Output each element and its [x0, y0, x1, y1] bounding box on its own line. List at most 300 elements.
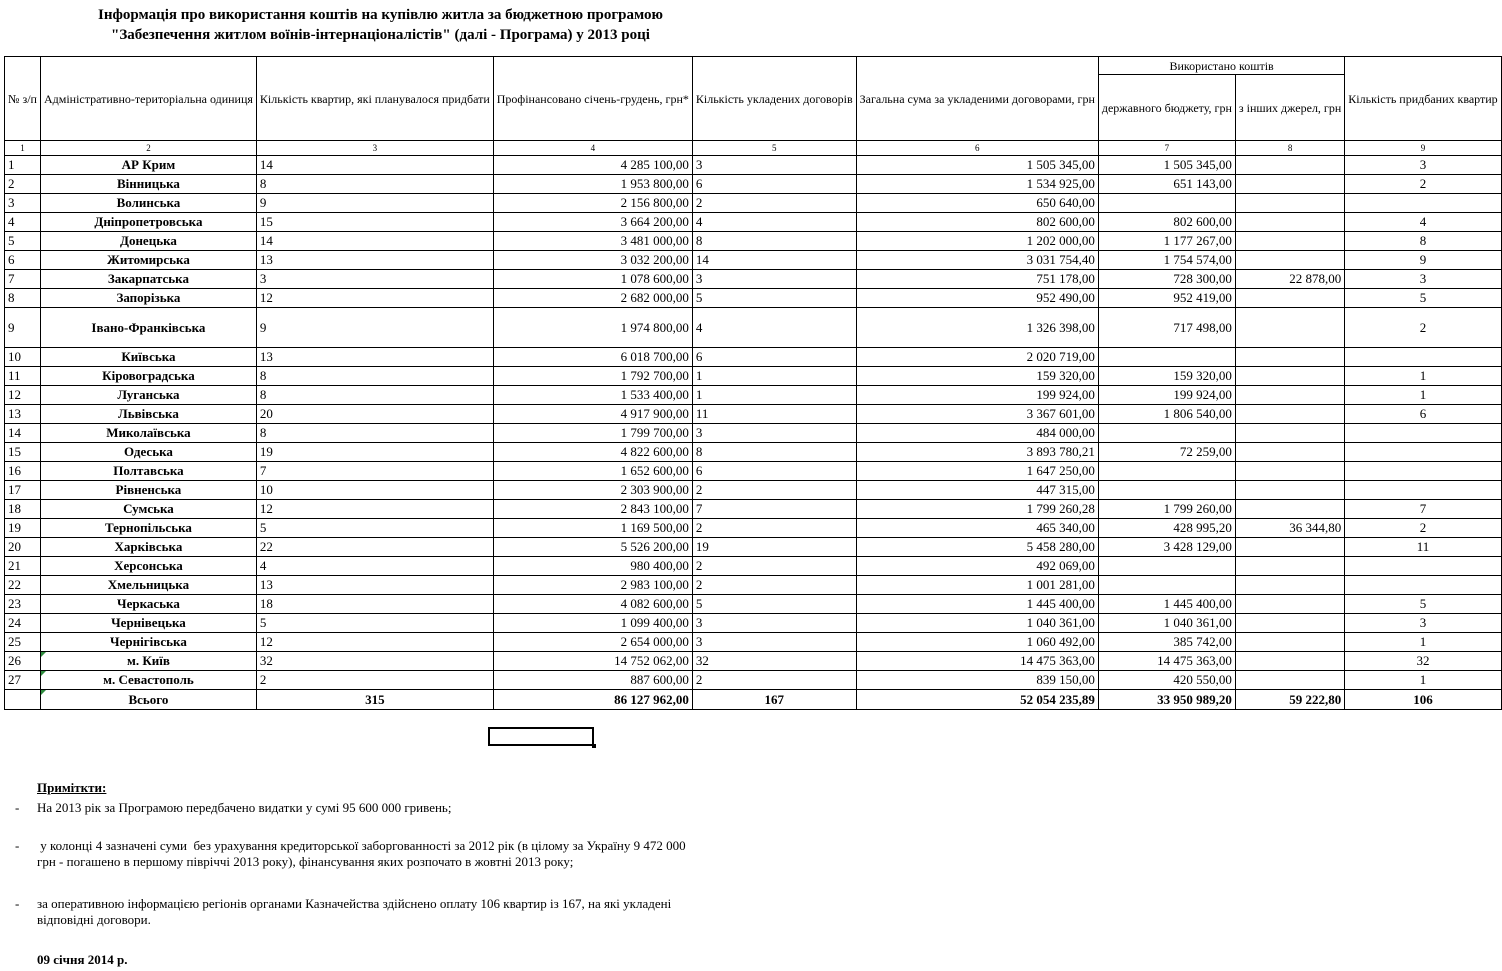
planned-count[interactable]: 8 — [256, 367, 493, 386]
contracts-count[interactable]: 32 — [692, 652, 856, 671]
funded-amount[interactable]: 980 400,00 — [493, 557, 692, 576]
other-sources-used[interactable] — [1235, 671, 1344, 690]
region-name[interactable]: Чернігівська — [40, 633, 256, 652]
other-sources-used[interactable] — [1235, 557, 1344, 576]
bought-count[interactable]: 8 — [1345, 232, 1501, 251]
row-number[interactable]: 14 — [5, 424, 41, 443]
other-sources-used[interactable] — [1235, 175, 1344, 194]
funded-amount[interactable]: 1 799 700,00 — [493, 424, 692, 443]
state-budget-used[interactable] — [1098, 462, 1235, 481]
other-sources-used[interactable] — [1235, 500, 1344, 519]
row-number[interactable]: 19 — [5, 519, 41, 538]
contracts-total[interactable]: 952 490,00 — [856, 289, 1098, 308]
contracts-count[interactable]: 19 — [692, 538, 856, 557]
region-name[interactable]: Сумська — [40, 500, 256, 519]
row-number[interactable]: 16 — [5, 462, 41, 481]
funded-amount[interactable]: 1 099 400,00 — [493, 614, 692, 633]
funded-amount[interactable]: 1 078 600,00 — [493, 270, 692, 289]
other-sources-used[interactable] — [1235, 232, 1344, 251]
contracts-count[interactable]: 2 — [692, 557, 856, 576]
other-sources-used[interactable] — [1235, 652, 1344, 671]
bought-count[interactable]: 5 — [1345, 595, 1501, 614]
contracts-total[interactable]: 1 326 398,00 — [856, 308, 1098, 348]
table-row — [5, 213, 1502, 232]
column-number[interactable]: 2 — [40, 141, 256, 156]
funded-amount[interactable]: 6 018 700,00 — [493, 348, 692, 367]
other-sources-used[interactable] — [1235, 614, 1344, 633]
planned-count[interactable]: 13 — [256, 576, 493, 595]
bought-count[interactable]: 1 — [1345, 671, 1501, 690]
contracts-total[interactable]: 3 031 754,40 — [856, 251, 1098, 270]
planned-count[interactable]: 14 — [256, 156, 493, 175]
contracts-total[interactable]: 465 340,00 — [856, 519, 1098, 538]
region-name[interactable]: Кіровоградська — [40, 367, 256, 386]
row-number[interactable]: 23 — [5, 595, 41, 614]
bought-count[interactable] — [1345, 557, 1501, 576]
column-number[interactable]: 4 — [493, 141, 692, 156]
region-name[interactable]: Вінницька — [40, 175, 256, 194]
other-sources-used[interactable] — [1235, 308, 1344, 348]
region-name[interactable]: Рівненська — [40, 481, 256, 500]
contracts-total[interactable]: 1 001 281,00 — [856, 576, 1098, 595]
funded-amount[interactable]: 4 822 600,00 — [493, 443, 692, 462]
table-row — [5, 519, 1502, 538]
bought-count[interactable]: 3 — [1345, 614, 1501, 633]
contracts-count[interactable]: 4 — [692, 213, 856, 232]
funded-amount[interactable]: 1 792 700,00 — [493, 367, 692, 386]
note-dash: - — [15, 800, 20, 815]
contracts-count[interactable]: 2 — [692, 194, 856, 213]
region-name[interactable]: Миколаївська — [40, 424, 256, 443]
contracts-total[interactable]: 1 445 400,00 — [856, 595, 1098, 614]
other-sources-used[interactable] — [1235, 386, 1344, 405]
data-table — [4, 56, 1502, 710]
table-row — [5, 194, 1502, 213]
state-budget-used[interactable]: 3 428 129,00 — [1098, 538, 1235, 557]
state-budget-used[interactable]: 1 177 267,00 — [1098, 232, 1235, 251]
other-sources-used[interactable] — [1235, 405, 1344, 424]
planned-count[interactable]: 14 — [256, 232, 493, 251]
planned-count[interactable]: 8 — [256, 424, 493, 443]
column-number[interactable]: 7 — [1098, 141, 1235, 156]
other-sources-used[interactable] — [1235, 443, 1344, 462]
contracts-total[interactable]: 1 060 492,00 — [856, 633, 1098, 652]
other-sources-used[interactable]: 36 344,80 — [1235, 519, 1344, 538]
bought-count[interactable]: 4 — [1345, 213, 1501, 232]
other-sources-used[interactable] — [1235, 194, 1344, 213]
table-body — [5, 156, 1502, 710]
row-number[interactable]: 8 — [5, 289, 41, 308]
contracts-total[interactable]: 650 640,00 — [856, 194, 1098, 213]
state-budget-used[interactable] — [1098, 576, 1235, 595]
bought-count[interactable]: 9 — [1345, 251, 1501, 270]
contracts-total[interactable]: 3 367 601,00 — [856, 405, 1098, 424]
row-number[interactable]: 18 — [5, 500, 41, 519]
funded-amount[interactable]: 1 169 500,00 — [493, 519, 692, 538]
contracts-total[interactable]: 3 893 780,21 — [856, 443, 1098, 462]
planned-count[interactable]: 8 — [256, 175, 493, 194]
header-contracts[interactable]: Кількість укладених договорів — [692, 57, 856, 141]
column-number[interactable]: 6 — [856, 141, 1098, 156]
funded-amount[interactable]: 2 843 100,00 — [493, 500, 692, 519]
contracts-total[interactable]: 447 315,00 — [856, 481, 1098, 500]
funded-amount[interactable]: 4 082 600,00 — [493, 595, 692, 614]
other-sources-used[interactable] — [1235, 251, 1344, 270]
state-budget-used[interactable]: 717 498,00 — [1098, 308, 1235, 348]
row-number[interactable]: 21 — [5, 557, 41, 576]
total-contracts-sum[interactable]: 52 054 235,89 — [856, 690, 1098, 710]
contracts-count[interactable]: 8 — [692, 232, 856, 251]
region-name[interactable]: Херсонська — [40, 557, 256, 576]
bought-count[interactable]: 2 — [1345, 308, 1501, 348]
region-name[interactable]: Полтавська — [40, 462, 256, 481]
funded-amount[interactable]: 2 156 800,00 — [493, 194, 692, 213]
planned-count[interactable]: 13 — [256, 251, 493, 270]
table-row — [5, 424, 1502, 443]
contracts-count[interactable]: 7 — [692, 500, 856, 519]
bought-count[interactable]: 5 — [1345, 289, 1501, 308]
region-name[interactable]: м. Київ — [40, 652, 256, 671]
contracts-count[interactable]: 2 — [692, 481, 856, 500]
note-2: у колонці 4 зазначені суми без урахування кредиторської заборгованності за 2012 рік (в цілому за Україну 9 472 000 грн - погашено в першому півріччі 2013 року), фінансування яких розпочато в жовтні 2013 року; — [37, 838, 689, 869]
region-name[interactable]: Закарпатська — [40, 270, 256, 289]
bought-count[interactable]: 1 — [1345, 386, 1501, 405]
state-budget-used[interactable]: 159 320,00 — [1098, 367, 1235, 386]
state-budget-used[interactable]: 72 259,00 — [1098, 443, 1235, 462]
table-row — [5, 443, 1502, 462]
region-name[interactable]: АР Крим — [40, 156, 256, 175]
region-name[interactable]: Львівська — [40, 405, 256, 424]
row-number[interactable]: 1 — [5, 156, 41, 175]
bought-count[interactable]: 3 — [1345, 156, 1501, 175]
funded-amount[interactable]: 2 983 100,00 — [493, 576, 692, 595]
table-row — [5, 576, 1502, 595]
contracts-total[interactable]: 5 458 280,00 — [856, 538, 1098, 557]
planned-count[interactable]: 12 — [256, 500, 493, 519]
contracts-count[interactable]: 2 — [692, 519, 856, 538]
column-number[interactable]: 3 — [256, 141, 493, 156]
table-row — [5, 538, 1502, 557]
state-budget-used[interactable] — [1098, 557, 1235, 576]
region-name[interactable]: Донецька — [40, 232, 256, 251]
state-budget-used[interactable]: 728 300,00 — [1098, 270, 1235, 289]
funded-amount[interactable]: 5 526 200,00 — [493, 538, 692, 557]
row-number[interactable]: 9 — [5, 308, 41, 348]
total-contracts[interactable]: 167 — [692, 690, 856, 710]
column-number[interactable]: 1 — [5, 141, 41, 156]
contracts-total[interactable]: 839 150,00 — [856, 671, 1098, 690]
other-sources-used[interactable] — [1235, 424, 1344, 443]
planned-count[interactable]: 2 — [256, 671, 493, 690]
row-number[interactable]: 15 — [5, 443, 41, 462]
bought-count[interactable] — [1345, 443, 1501, 462]
state-budget-used[interactable] — [1098, 348, 1235, 367]
note-3: за оперативною інформацією регіонів органами Казначейства здійснено оплату 106 квартир із 167, на які укладені відповідні договори. — [37, 896, 672, 927]
table-row — [5, 481, 1502, 500]
total-bought[interactable]: 106 — [1345, 690, 1501, 710]
funded-amount[interactable]: 2 682 000,00 — [493, 289, 692, 308]
state-budget-used[interactable]: 14 475 363,00 — [1098, 652, 1235, 671]
header-unit[interactable]: Адміністративно-територіальна одиниця — [40, 57, 256, 141]
contracts-count[interactable]: 3 — [692, 156, 856, 175]
funded-amount[interactable]: 3 032 200,00 — [493, 251, 692, 270]
region-name[interactable]: Волинська — [40, 194, 256, 213]
header-funded[interactable]: Профінансовано січень-грудень, грн* — [493, 57, 692, 141]
planned-count[interactable]: 9 — [256, 308, 493, 348]
other-sources-used[interactable] — [1235, 462, 1344, 481]
row-number[interactable]: 22 — [5, 576, 41, 595]
total-state-used[interactable]: 33 950 989,20 — [1098, 690, 1235, 710]
contracts-count[interactable]: 2 — [692, 576, 856, 595]
region-name[interactable]: Житомирська — [40, 251, 256, 270]
contracts-total[interactable]: 199 924,00 — [856, 386, 1098, 405]
planned-count[interactable]: 9 — [256, 194, 493, 213]
state-budget-used[interactable]: 385 742,00 — [1098, 633, 1235, 652]
row-number[interactable]: 7 — [5, 270, 41, 289]
contracts-count[interactable]: 3 — [692, 633, 856, 652]
state-budget-used[interactable]: 199 924,00 — [1098, 386, 1235, 405]
total-other-used[interactable]: 59 222,80 — [1235, 690, 1344, 710]
other-sources-used[interactable] — [1235, 595, 1344, 614]
funded-amount[interactable]: 1 974 800,00 — [493, 308, 692, 348]
row-number[interactable]: 4 — [5, 213, 41, 232]
contracts-total[interactable]: 159 320,00 — [856, 367, 1098, 386]
other-sources-used[interactable] — [1235, 538, 1344, 557]
table-row — [5, 462, 1502, 481]
table-row — [5, 232, 1502, 251]
planned-count[interactable]: 7 — [256, 462, 493, 481]
planned-count[interactable]: 3 — [256, 270, 493, 289]
header-num[interactable]: № з/п — [5, 57, 41, 141]
contracts-total[interactable]: 1 040 361,00 — [856, 614, 1098, 633]
table-row — [5, 595, 1502, 614]
contracts-total[interactable]: 2 020 719,00 — [856, 348, 1098, 367]
bought-count[interactable] — [1345, 194, 1501, 213]
contracts-count[interactable]: 4 — [692, 308, 856, 348]
row-number[interactable]: 2 — [5, 175, 41, 194]
state-budget-used[interactable]: 1 040 361,00 — [1098, 614, 1235, 633]
row-number[interactable]: 3 — [5, 194, 41, 213]
planned-count[interactable]: 8 — [256, 386, 493, 405]
planned-count[interactable]: 12 — [256, 633, 493, 652]
planned-count[interactable]: 19 — [256, 443, 493, 462]
other-sources-used[interactable] — [1235, 156, 1344, 175]
contracts-count[interactable]: 6 — [692, 175, 856, 194]
bought-count[interactable] — [1345, 348, 1501, 367]
state-budget-used[interactable]: 952 419,00 — [1098, 289, 1235, 308]
row-number[interactable]: 25 — [5, 633, 41, 652]
column-number[interactable]: 5 — [692, 141, 856, 156]
column-number[interactable]: 9 — [1345, 141, 1501, 156]
region-name[interactable]: Запорізька — [40, 289, 256, 308]
planned-count[interactable]: 5 — [256, 614, 493, 633]
region-name[interactable]: Хмельницька — [40, 576, 256, 595]
bought-count[interactable]: 3 — [1345, 270, 1501, 289]
contracts-total[interactable]: 14 475 363,00 — [856, 652, 1098, 671]
total-planned[interactable]: 315 — [256, 690, 493, 710]
region-name[interactable]: м. Севастополь — [40, 671, 256, 690]
other-sources-used[interactable] — [1235, 576, 1344, 595]
contracts-count[interactable]: 1 — [692, 386, 856, 405]
bought-count[interactable]: 1 — [1345, 367, 1501, 386]
header-planned[interactable]: Кількість квартир, які планувалося придбати — [256, 57, 493, 141]
contracts-count[interactable]: 8 — [692, 443, 856, 462]
funded-amount[interactable]: 4 285 100,00 — [493, 156, 692, 175]
planned-count[interactable]: 18 — [256, 595, 493, 614]
table-row — [5, 251, 1502, 270]
state-budget-used[interactable]: 802 600,00 — [1098, 213, 1235, 232]
funded-amount[interactable]: 2 654 000,00 — [493, 633, 692, 652]
contracts-total[interactable]: 492 069,00 — [856, 557, 1098, 576]
column-number-row — [5, 141, 1502, 156]
funded-amount[interactable]: 14 752 062,00 — [493, 652, 692, 671]
row-number[interactable]: 17 — [5, 481, 41, 500]
contracts-count[interactable]: 2 — [692, 671, 856, 690]
header-bought[interactable]: Кількість придбаних квартир — [1345, 57, 1501, 141]
contracts-count[interactable]: 6 — [692, 462, 856, 481]
region-name[interactable]: Дніпропетровська — [40, 213, 256, 232]
state-budget-used[interactable]: 428 995,20 — [1098, 519, 1235, 538]
contracts-total[interactable]: 1 534 925,00 — [856, 175, 1098, 194]
funded-amount[interactable]: 1 652 600,00 — [493, 462, 692, 481]
state-budget-used[interactable] — [1098, 194, 1235, 213]
planned-count[interactable]: 12 — [256, 289, 493, 308]
contracts-count[interactable]: 5 — [692, 289, 856, 308]
other-sources-used[interactable] — [1235, 348, 1344, 367]
contracts-total[interactable]: 1 202 000,00 — [856, 232, 1098, 251]
planned-count[interactable]: 5 — [256, 519, 493, 538]
total-label[interactable]: Всього — [40, 690, 256, 710]
planned-count[interactable]: 15 — [256, 213, 493, 232]
total-funded[interactable]: 86 127 962,00 — [493, 690, 692, 710]
contracts-count[interactable]: 14 — [692, 251, 856, 270]
document-title-line-2: "Забезпечення житлом воїнів-інтернаціоналістів" (далі - Програма) у 2013 році — [111, 27, 650, 43]
state-budget-used[interactable]: 1 505 345,00 — [1098, 156, 1235, 175]
state-budget-used[interactable]: 1 806 540,00 — [1098, 405, 1235, 424]
note-dash: - — [15, 896, 20, 911]
row-number[interactable]: 27 — [5, 671, 41, 690]
table-row — [5, 367, 1502, 386]
contracts-total[interactable]: 802 600,00 — [856, 213, 1098, 232]
planned-count[interactable]: 4 — [256, 557, 493, 576]
region-name[interactable]: Чернівецька — [40, 614, 256, 633]
row-number[interactable]: 24 — [5, 614, 41, 633]
contracts-total[interactable]: 1 647 250,00 — [856, 462, 1098, 481]
contracts-count[interactable]: 5 — [692, 595, 856, 614]
state-budget-used[interactable]: 1 445 400,00 — [1098, 595, 1235, 614]
contracts-total[interactable]: 1 799 260,28 — [856, 500, 1098, 519]
region-name[interactable]: Харківська — [40, 538, 256, 557]
bought-count[interactable]: 2 — [1345, 519, 1501, 538]
header-other[interactable]: з інших джерел, грн — [1235, 75, 1344, 141]
other-sources-used[interactable] — [1235, 289, 1344, 308]
planned-count[interactable]: 32 — [256, 652, 493, 671]
planned-count[interactable]: 22 — [256, 538, 493, 557]
total-row-number[interactable] — [5, 690, 41, 710]
column-number[interactable]: 8 — [1235, 141, 1344, 156]
contracts-count[interactable]: 11 — [692, 405, 856, 424]
table-row — [5, 175, 1502, 194]
row-number[interactable]: 20 — [5, 538, 41, 557]
planned-count[interactable]: 13 — [256, 348, 493, 367]
bought-count[interactable]: 32 — [1345, 652, 1501, 671]
region-name[interactable]: Черкаська — [40, 595, 256, 614]
bought-count[interactable]: 6 — [1345, 405, 1501, 424]
region-name[interactable]: Івано-Франківська — [40, 308, 256, 348]
other-sources-used[interactable]: 22 878,00 — [1235, 270, 1344, 289]
funded-amount[interactable]: 3 664 200,00 — [493, 213, 692, 232]
contracts-total[interactable]: 751 178,00 — [856, 270, 1098, 289]
table-row — [5, 557, 1502, 576]
region-name[interactable]: Київська — [40, 348, 256, 367]
contracts-count[interactable]: 1 — [692, 367, 856, 386]
contracts-count[interactable]: 6 — [692, 348, 856, 367]
planned-count[interactable]: 20 — [256, 405, 493, 424]
other-sources-used[interactable] — [1235, 481, 1344, 500]
funded-amount[interactable]: 3 481 000,00 — [493, 232, 692, 251]
contracts-count[interactable]: 3 — [692, 614, 856, 633]
planned-count[interactable]: 10 — [256, 481, 493, 500]
bought-count[interactable] — [1345, 576, 1501, 595]
contracts-total[interactable]: 484 000,00 — [856, 424, 1098, 443]
funded-amount[interactable]: 1 533 400,00 — [493, 386, 692, 405]
funded-amount[interactable]: 1 953 800,00 — [493, 175, 692, 194]
contracts-total[interactable]: 1 505 345,00 — [856, 156, 1098, 175]
other-sources-used[interactable] — [1235, 633, 1344, 652]
row-number[interactable]: 5 — [5, 232, 41, 251]
funded-amount[interactable]: 887 600,00 — [493, 671, 692, 690]
header-state[interactable]: державного бюджету, грн — [1098, 75, 1235, 141]
state-budget-used[interactable]: 420 550,00 — [1098, 671, 1235, 690]
other-sources-used[interactable] — [1235, 367, 1344, 386]
header-total-sum[interactable]: Загальна сума за укладеними договорами, грн — [856, 57, 1098, 141]
other-sources-used[interactable] — [1235, 213, 1344, 232]
bought-count[interactable]: 7 — [1345, 500, 1501, 519]
bought-count[interactable]: 2 — [1345, 175, 1501, 194]
bought-count[interactable]: 1 — [1345, 633, 1501, 652]
table-row — [5, 671, 1502, 690]
funded-amount[interactable]: 4 917 900,00 — [493, 405, 692, 424]
bought-count[interactable]: 11 — [1345, 538, 1501, 557]
state-budget-used[interactable]: 1 754 574,00 — [1098, 251, 1235, 270]
contracts-count[interactable]: 3 — [692, 424, 856, 443]
region-name[interactable]: Луганська — [40, 386, 256, 405]
region-name[interactable]: Одеська — [40, 443, 256, 462]
note-1: На 2013 рік за Програмою передбачено видатки у сумі 95 600 000 гривень; — [37, 800, 452, 815]
bought-count[interactable] — [1345, 481, 1501, 500]
table-row — [5, 270, 1502, 289]
region-name[interactable]: Тернопільська — [40, 519, 256, 538]
funded-amount[interactable]: 2 303 900,00 — [493, 481, 692, 500]
table-row — [5, 386, 1502, 405]
row-number[interactable]: 11 — [5, 367, 41, 386]
row-number[interactable]: 6 — [5, 251, 41, 270]
selected-cell[interactable] — [488, 727, 594, 746]
header-used[interactable]: Використано коштів — [1098, 57, 1344, 75]
state-budget-used[interactable] — [1098, 424, 1235, 443]
row-number[interactable]: 26 — [5, 652, 41, 671]
bought-count[interactable] — [1345, 462, 1501, 481]
row-number[interactable]: 12 — [5, 386, 41, 405]
state-budget-used[interactable] — [1098, 481, 1235, 500]
row-number[interactable]: 13 — [5, 405, 41, 424]
table-row — [5, 289, 1502, 308]
state-budget-used[interactable]: 1 799 260,00 — [1098, 500, 1235, 519]
bought-count[interactable] — [1345, 424, 1501, 443]
row-number[interactable]: 10 — [5, 348, 41, 367]
contracts-count[interactable]: 3 — [692, 270, 856, 289]
state-budget-used[interactable]: 651 143,00 — [1098, 175, 1235, 194]
